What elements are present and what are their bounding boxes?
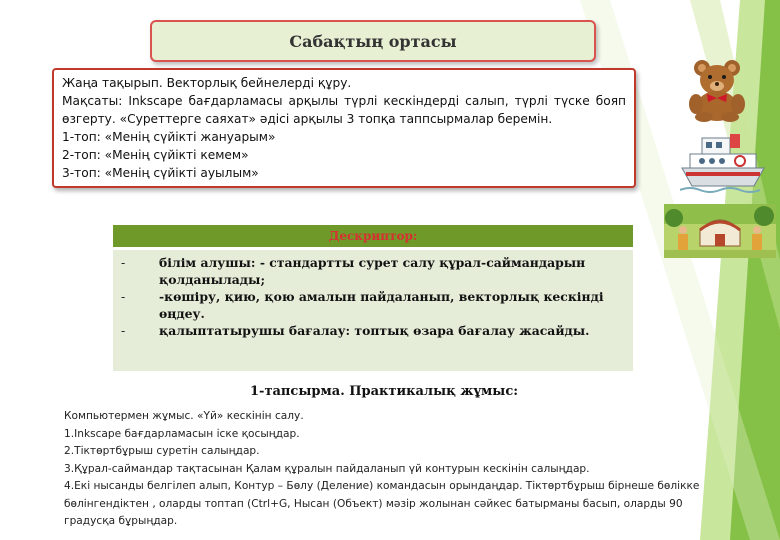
descriptor-item-text: білім алушы: - стандартты сурет салу құрал-саймандарын қолданылады; — [159, 255, 586, 287]
task-line: 3.Құрал-саймандар тақтасынан Қалам құралын пайдаланып үй контурын кескінін салыңдар. — [64, 462, 590, 475]
teddy-bear-image — [682, 58, 752, 122]
descriptor-item — [121, 288, 625, 322]
bullet-dash: - — [121, 323, 126, 338]
bullet-dash: - — [121, 289, 126, 304]
group-1: 1-топ: «Менің сүйікті жануарым» — [62, 130, 276, 144]
task-line: 4.Екі нысанды белгілеп алып, Контур – Бөлу (Деление) командасын орындаңдар. Тіктөртбұрыш бірнеше бөлікке бөлінгендіктен , оларды топтап (Ctrl+G, Нысан (Объект) мәзір жолынан сәйкес батырманы басып, оларды 90 градусқа бұрыңдар. — [64, 480, 700, 527]
task-title: 1-тапсырма. Практикалық жұмыс: — [250, 384, 519, 399]
group-3: 3-топ: «Менің сүйікті ауылым» — [62, 166, 259, 180]
descriptor-item-text: -көшіру, қию, қою амалын пайдаланып, векторлық кескінді өңдеу. — [159, 289, 604, 321]
task-line: 1.Inkscape бағдарламасын іске қосыңдар. — [64, 427, 300, 440]
new-topic-line — [62, 74, 626, 92]
descriptor-item-text: қалыптатырушы бағалау: топтық өзара бағалау жасайды. — [159, 323, 590, 338]
descriptor-item — [121, 254, 625, 288]
goal-text: Мақсаты: Inkscape бағдарламасы арқылы түрлі кескіндерді салып, түрлі түске бояп өзгерту. «Суреттерге саяхат» әдісі арқылы 3 топқа таппсырмалар беремін. — [62, 94, 626, 126]
descriptor-header: Дескриптор: — [113, 225, 633, 247]
new-topic-label: Жаңа тақырып. — [62, 76, 163, 90]
task-line: Компьютермен жұмыс. «Үй» кескінін салу. — [64, 410, 304, 422]
descriptor-table — [113, 225, 633, 371]
task-instructions — [64, 408, 724, 531]
bullet-dash: - — [121, 255, 126, 270]
topic-box — [52, 68, 636, 188]
descriptor-item — [121, 322, 625, 339]
new-topic-value: Векторлық бейнелерді құру. — [166, 76, 352, 90]
group-2: 2-топ: «Менің сүйікті кемем» — [62, 148, 249, 162]
yurt-village-image — [664, 204, 776, 258]
lesson-middle-title: Сабақтың ортасы — [150, 20, 596, 62]
task-line: 2.Тіктөртбұрыш суретін салыңдар. — [64, 445, 260, 457]
ship-image — [680, 132, 766, 194]
descriptor-body — [113, 247, 633, 371]
